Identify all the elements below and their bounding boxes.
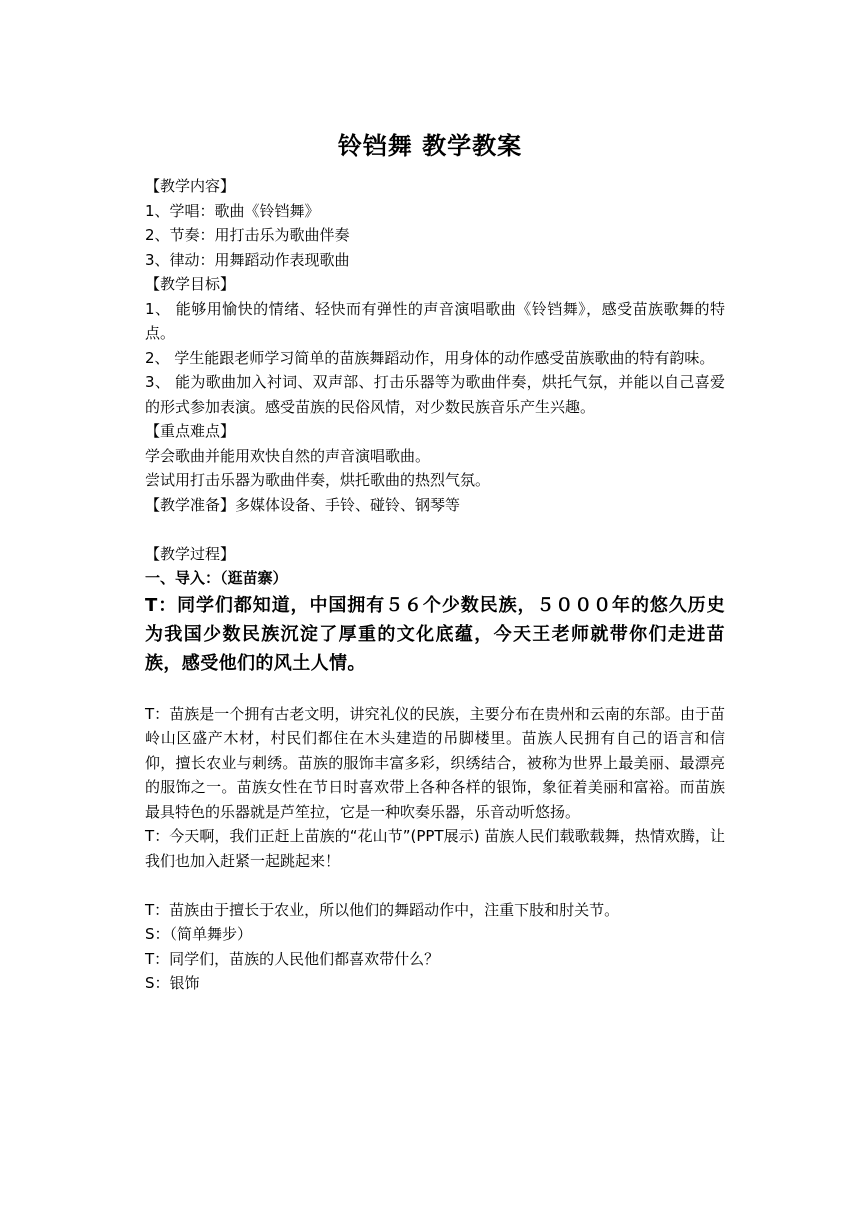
key-point: 尝试用打击乐器为歌曲伴奏，烘托歌曲的热烈气氛。 [145, 471, 491, 489]
blank-line [145, 517, 725, 542]
miao-paragraph: T：苗族是一个拥有古老文明，讲究礼仪的民族，主要分布在贵州和云南的东部。由于苗岭山区盛产木材，村民们都住在木头建造的吊脚楼里。苗族人民拥有自己的语言和信仰，擅长农业与刺绣。苗族的服饰丰富多彩，织绣结合，被称为世界上最美丽、最漂亮的服饰之一。苗族女性在节日时喜欢带上各种各样的银饰，象征着美丽和富裕。而苗族最具特色的乐器就是芦笙拉，它是一种吹奏乐器，乐音动听悠扬。 [145, 704, 725, 821]
blank-line [145, 873, 725, 898]
dialogue-line: T：苗族由于擅长于农业，所以他们的舞蹈动作中，注重下肢和肘关节。 [145, 900, 620, 919]
content-item: 2、节奏：用打击乐为歌曲伴奏 [145, 226, 350, 244]
key-point: 学会歌曲并能用欢快自然的声音演唱歌曲。 [145, 446, 431, 465]
today-paragraph: T：今天啊，我们正赶上苗族的“花山节”(PPT展示) 苗族人民们载歌载舞，热情欢腾，让我们也加入赶紧一起跳起来！ [145, 827, 725, 870]
dialogue-line: T：同学们，苗族的人民他们都喜欢带什么？ [145, 949, 440, 968]
content-heading: 【教学内容】 [145, 177, 236, 195]
intro-paragraph: T：同学们都知道，中国拥有５６个少数民族，５０００年的悠久历史为我国少数民族沉淀了厚重的文化底蕴，今天王老师就带你们走进苗族，感受他们的风土人情。 [145, 594, 725, 674]
document-title: 铃铛舞 教学教案 [337, 132, 523, 160]
goal-item: 1、 能够用愉快的情绪、轻快而有弹性的声音演唱歌曲《铃铛舞》，感受苗族歌舞的特点。 [145, 299, 725, 342]
dialogue-line: S：（简单舞步） [145, 925, 253, 943]
content-item: 1、学唱：歌曲《铃铛舞》 [145, 201, 320, 220]
content-item: 3、律动：用舞蹈动作表现歌曲 [145, 250, 350, 269]
document-body [145, 174, 725, 996]
section-heading: 一、导入：（逛苗寨） [145, 569, 288, 587]
blank-line [145, 678, 725, 702]
dialogue-line: S：银饰 [145, 974, 200, 992]
process-heading: 【教学过程】 [145, 544, 236, 563]
key-heading: 【重点难点】 [145, 422, 236, 440]
goals-heading: 【教学目标】 [145, 275, 236, 293]
goal-item: 3、 能为歌曲加入衬词、双声部、打击乐器等为歌曲伴奏，烘托气氛，并能以自己喜爱的形式参加表演。感受苗族的民俗风情，对少数民族音乐产生兴趣。 [145, 373, 725, 416]
goal-item: 2、 学生能跟老师学习简单的苗族舞蹈动作，用身体的动作感受苗族歌曲的特有韵味。 [145, 348, 715, 367]
prep-line: 【教学准备】多媒体设备、手铃、碰铃、钢琴等 [145, 495, 461, 514]
